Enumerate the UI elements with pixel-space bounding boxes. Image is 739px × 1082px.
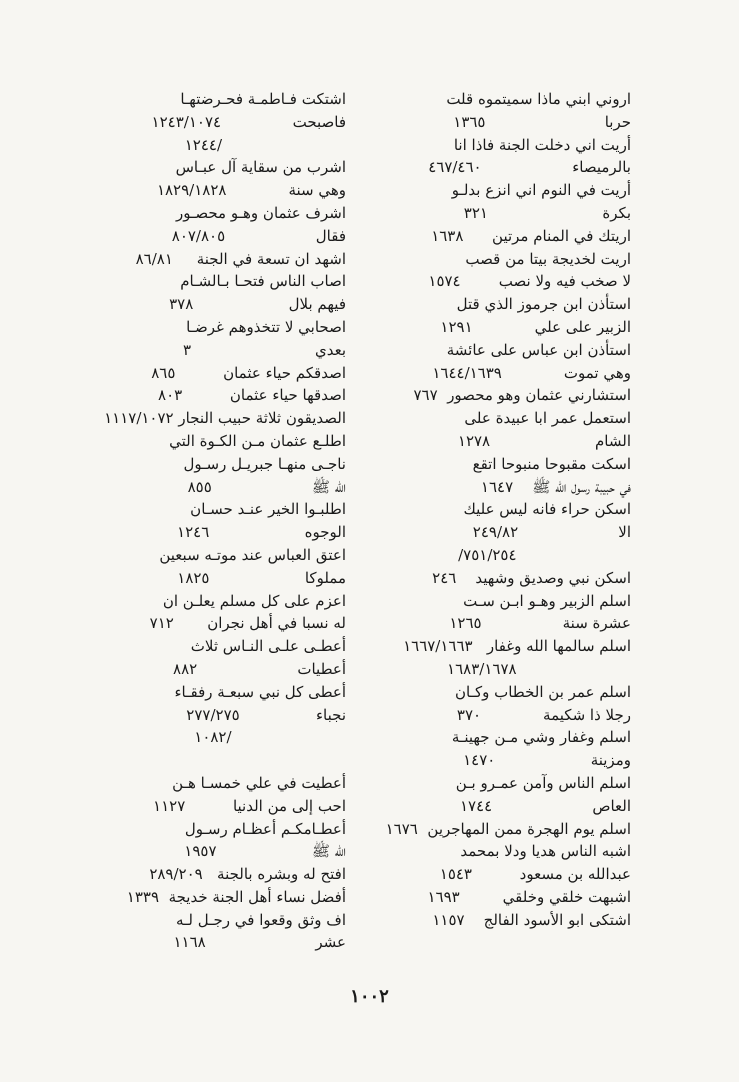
left-entry-line: الله ﷺ ١٩٥٧: [184, 842, 346, 861]
left-entry-line: اصدقها حياء عثمان ٨٠٣: [158, 386, 346, 405]
index-column-right: [376, 88, 631, 931]
right-entry-line: الزبير على علي ١٢٩١: [440, 317, 631, 336]
left-entry-line: /١٢٤٤: [184, 135, 346, 154]
right-entry-line: اريتك في المنام مرتين ١٦٣٨: [431, 226, 631, 245]
right-entry-line: استشارني عثمان وهو محصور ٧٦٧: [413, 386, 631, 405]
left-entry-line: اشهد ان تسعة في الجنة ٨٦/٨١: [135, 249, 346, 268]
left-entry-line: مملوكا ١٨٢٥: [177, 568, 346, 587]
right-entry-line: ١٦٨٣/١٦٧٨: [447, 659, 631, 678]
right-entry-line: اشبه الناس هديا ودلا بمحمد: [460, 842, 631, 861]
right-entry-line: استأذن ابن جرموز الذي قتل: [456, 295, 631, 314]
left-entry-line: اطلـع عثمان مـن الكـوة التي: [169, 431, 346, 450]
page-number: ١٠٠٢: [350, 986, 389, 1007]
right-entry-line: العاص ١٧٤٤: [459, 796, 631, 815]
left-entry-line: نجباء ٢٧٧/٢٧٥: [186, 705, 346, 724]
left-entry-line: اصدقكم حياء عثمان ٨٦٥: [151, 363, 346, 382]
left-entry-line: فاصبحت ١٢٤٣/١٠٧٤: [151, 112, 346, 131]
left-entry-line: احب إلى من الدنيا ١١٢٧: [153, 796, 346, 815]
left-entry-line: فقال ٨٠٧/٨٠٥: [171, 226, 346, 245]
left-entry-line: أعطـامكـم أعظـام رسـول: [184, 819, 346, 838]
left-entry-line: اشرف عثمان وهـو محصـور: [175, 203, 346, 222]
left-entry-line: أفضل نساء أهل الجنة خديجة ١٣٣٩: [126, 887, 346, 906]
left-entry-line: اعتق العباس عند موتـه سبعين: [159, 545, 346, 564]
right-entry-line: اسلم وغفار وشي مـن جهينـة: [451, 728, 631, 747]
right-entry-line: أريت في النوم اني انزع بدلـو: [451, 181, 631, 200]
left-entry-line: الوجوه ١٢٤٦: [177, 523, 346, 542]
left-entry-line: /١٠٨٢: [194, 728, 346, 747]
left-entry-line: اطلبـوا الخير عنـد حسـان: [190, 500, 346, 519]
left-entry-line: افتح له وبشره بالجنة ٢٨٩/٢٠٩: [149, 865, 346, 884]
right-entry-line: اشتكى ابو الأسود الفالج ١١٥٧: [432, 910, 631, 929]
left-entry-line: اصحابي لا تتخذوهم غرضـا: [186, 317, 346, 336]
right-entry-line: اروني ابني ماذا سميتموه قلت: [446, 90, 631, 108]
left-entry-line: ناجـى منهـا جبريـل رسـول: [183, 454, 346, 473]
right-entry-line: اشبهت خلقي وخلقي ١٦٩٣: [427, 887, 631, 906]
right-entry-line: ومزينة ١٤٧٠: [463, 751, 631, 770]
right-entry-line: عبدالله بن مسعود ١٥٤٣: [439, 865, 631, 884]
right-entry-line: في حبيبة رسول الله ﷺ ١٦٤٧: [480, 477, 631, 496]
left-entry-line: [84, 749, 346, 772]
right-entry-line: استأذن ابن عباس على عائشة: [446, 340, 631, 359]
right-entry-line: رجلا ذا شكيمة ٣٧٠: [456, 705, 631, 724]
left-entry-line: اعزم على كل مسلم يعلـن ان: [162, 591, 346, 610]
right-entry-line: لا صخب فيه ولا نصب ١٥٧٤: [428, 272, 631, 291]
right-entry-line: الشام ١٢٧٨: [457, 431, 631, 450]
left-entry-line: الصديقون ثلاثة حبيب النجار ١١١٧/١٠٧٢: [104, 409, 346, 428]
left-entry-line: عشر ١١٦٨: [173, 933, 346, 952]
right-entry-line: وهي تموت ١٦٤٤/١٦٣٩: [432, 363, 631, 382]
left-entry-line: أعطيات ٨٨٢: [173, 659, 346, 678]
left-entry-line: بعدي ٣: [182, 340, 346, 359]
left-entry-line: أعطـى علـى النـاس ثلاث: [190, 637, 346, 656]
right-entry-line: أريت اني دخلت الجنة فاذا انا: [453, 135, 631, 154]
right-entry-line: اسكت مقبوحا منبوحا اتقع: [472, 454, 631, 473]
right-entry-line: عشرة سنة ١٢٦٥: [449, 614, 631, 633]
right-entry-line: بالرميصاء ٤٦٧/٤٦٠: [428, 158, 631, 177]
right-entry-line: اسلم الناس وآمن عمـرو بـن: [455, 773, 631, 792]
left-entry-line: له نسبا في أهل نجران ٧١٢: [149, 614, 346, 633]
left-entry-line: أعطيت في علي خمسـا هـن: [172, 773, 346, 792]
right-entry-line: الا ٢٤٩/٨٢: [472, 523, 631, 542]
left-entry-line: اشتكت فـاطمـة فحـرضتهـا: [180, 90, 346, 108]
right-entry-line: اريت لخديجة بيتا من قصب: [465, 249, 631, 268]
right-entry-line: حربا ١٣٦٥: [453, 112, 631, 131]
right-entry-line: اسكن حراء فانه ليس عليك: [463, 500, 631, 519]
right-entry-line: اسلم الزبير وهـو ابـن سـت: [463, 591, 631, 610]
left-entry-line: اف وثق وقعوا في رجـل لـه: [175, 910, 346, 929]
left-entry-line: وهي سنة ١٨٢٩/١٨٢٨: [156, 181, 346, 200]
right-entry-line: اسلم عمر بن الخطاب وكـان: [454, 682, 631, 701]
left-entry-line: فيهم بلال ٣٧٨: [169, 295, 346, 314]
index-column-left: [84, 88, 346, 954]
left-entry-line: اشرب من سقاية آل عبـاس: [175, 158, 346, 177]
right-entry-line: استعمل عمر ابا عبيدة على: [464, 409, 631, 428]
right-entry-line: اسلم يوم الهجرة ممن المهاجرين ١٦٧٦: [385, 819, 631, 838]
left-entry-line: اصاب الناس فتحـا بـالشـام: [180, 272, 346, 291]
right-entry-line: اسلم سالمها الله وغفار ١٦٦٧/١٦٦٣: [403, 637, 631, 656]
left-entry-line: الله ﷺ ٨٥٥: [187, 477, 346, 496]
left-entry-line: أعطى كل نبي سبعـة رفقـاء: [174, 682, 346, 701]
right-entry-line: بكرة ٣٢١: [463, 203, 631, 222]
right-entry-line: ٧٥١/٢٥٤/: [458, 545, 631, 564]
right-entry-line: اسكن نبي وصديق وشهيد ٢٤٦: [432, 568, 631, 587]
